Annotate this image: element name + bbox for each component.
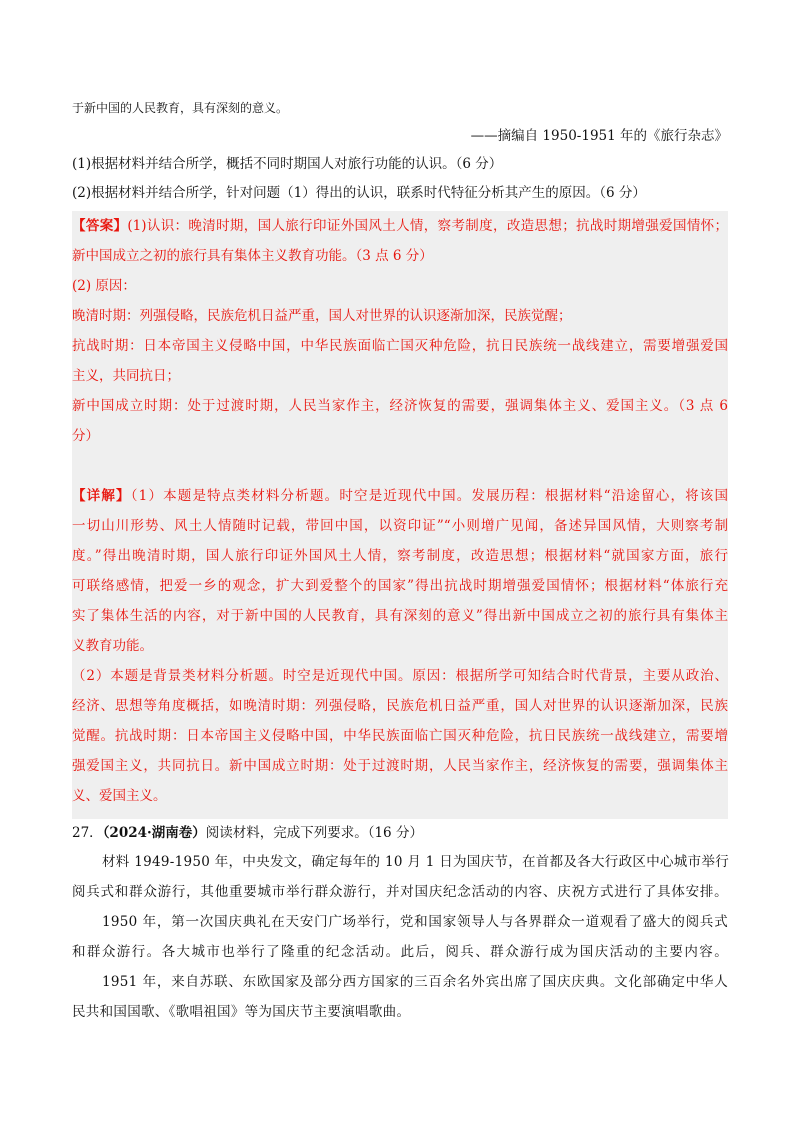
explanation-line: 可联络感情，把爱一乡的观念，扩大到爱整个的国家”得出抗战时期增强爱国情怀；根据材料“体旅行充 bbox=[72, 578, 728, 594]
explanation-line bbox=[72, 481, 728, 511]
material-line: 民共和国国歌、《歌唱祖国》等为国庆节主要演唱歌曲。 bbox=[72, 1004, 411, 1020]
answer-line: 主义，共同抗日； bbox=[72, 368, 180, 384]
explanation-label: 【详解】 bbox=[72, 488, 131, 504]
answer-line: 晚清时期：列强侵略，民族危机日益严重，国人对世界的认识逐渐加深，民族觉醒； bbox=[72, 308, 572, 324]
material-source-citation: ——摘编自 1950-1951 年的《旅行杂志》 bbox=[470, 128, 728, 144]
explanation-line: 一切山川形势、风土人情随时记载，带回中国，以资印证”“小则增广见闻，备述异国风情，大则察考制 bbox=[72, 518, 728, 534]
question-prompt: 阅读材料，完成下列要求。（16 分） bbox=[205, 825, 423, 841]
material-line: 阅兵式和群众游行，其他重要城市举行群众游行，并对国庆纪念活动的内容、庆祝方式进行了具体安排。 bbox=[72, 884, 728, 900]
answer-label: 【答案】 bbox=[72, 218, 128, 234]
answer-line: 新中国成立之初的旅行具有集体主义教育功能。（3 点 6 分） bbox=[72, 248, 433, 264]
question-part-2: (2)根据材料并结合所学，针对问题（1）得出的认识，联系时代特征分析其产生的原因。（6 分） bbox=[72, 185, 646, 201]
document-page bbox=[72, 94, 728, 1027]
question-source: （2024·湖南卷） bbox=[102, 825, 206, 841]
explanation-line: 义教育功能。 bbox=[72, 638, 153, 654]
explanation-line: 义、爱国主义。 bbox=[72, 788, 167, 804]
blank-spacer bbox=[72, 451, 728, 481]
question-part-1: (1)根据材料并结合所学，概括不同时期国人对旅行功能的认识。（6 分） bbox=[72, 156, 503, 172]
explanation-line: （2）本题是背景类材料分析题。时空是近现代中国。原因：根据所学可知结合时代背景，主要从政治、 bbox=[72, 668, 728, 684]
material-line: 材料 1949-1950 年，中央发文，确定每年的 10 月 1 日为国庆节，在首都及各大行政区中心城市举行 bbox=[102, 854, 729, 870]
answer-line: 分） bbox=[72, 428, 99, 444]
answer-line-text: (1)认识：晚清时期，国人旅行印证外国风土人情，察考制度，改造思想；抗战时期增强爱国情怀； bbox=[127, 218, 729, 234]
explanation-line: 度。”得出晚清时期，国人旅行印证外国风土人情，察考制度，改造思想；根据材料“就国家方面，旅行 bbox=[72, 548, 728, 564]
material-line: 1951 年，来自苏联、东欧国家及部分西方国家的三百余名外宾出席了国庆庆典。文化部确定中华人 bbox=[102, 974, 728, 990]
explanation-line: 实了集体生活的内容，对于新中国的人民教育，具有深刻的意义”得出新中国成立之初的旅行具有集体主 bbox=[72, 608, 728, 624]
answer-line bbox=[72, 211, 728, 241]
explanation-line-text: （1）本题是特点类材料分析题。时空是近现代中国。发展历程：根据材料“沿途留心，将该国 bbox=[130, 488, 728, 504]
question-27-header bbox=[72, 819, 728, 847]
answer-box bbox=[72, 211, 728, 819]
material-tail-text: 于新中国的人民教育，具有深刻的意义。 bbox=[72, 101, 289, 115]
answer-line: (2) 原因： bbox=[72, 278, 136, 294]
material-line: 1950 年，第一次国庆典礼在天安门广场举行，党和国家领导人与各界群众一道观看了盛大的阅兵式 bbox=[102, 914, 728, 930]
explanation-line: 觉醒。抗战时期：日本帝国主义侵略中国，中华民族面临亡国灭种危险，抗日民族统一战线建立，需要增 bbox=[72, 728, 728, 744]
question-number: 27． bbox=[72, 825, 103, 841]
answer-line: 新中国成立时期：处于过渡时期，人民当家作主，经济恢复的需要，强调集体主义、爱国主义。（3 点 6 bbox=[72, 398, 728, 414]
answer-line: 抗战时期：日本帝国主义侵略中国，中华民族面临亡国灭种危险，抗日民族统一战线建立，需要增强爱国 bbox=[72, 338, 728, 354]
question-27-material bbox=[72, 847, 728, 1027]
explanation-line: 经济、思想等角度概括，如晚清时期：列强侵略，民族危机日益严重，国人对世界的认识逐渐加深，民族 bbox=[72, 698, 728, 714]
material-line: 和群众游行。各大城市也举行了隆重的纪念活动。此后，阅兵、群众游行成为国庆活动的主要内容。 bbox=[72, 944, 728, 960]
explanation-line: 强爱国主义，共同抗日。新中国成立时期：处于过渡时期，人民当家作主，经济恢复的需要，强调集体主 bbox=[72, 758, 728, 774]
